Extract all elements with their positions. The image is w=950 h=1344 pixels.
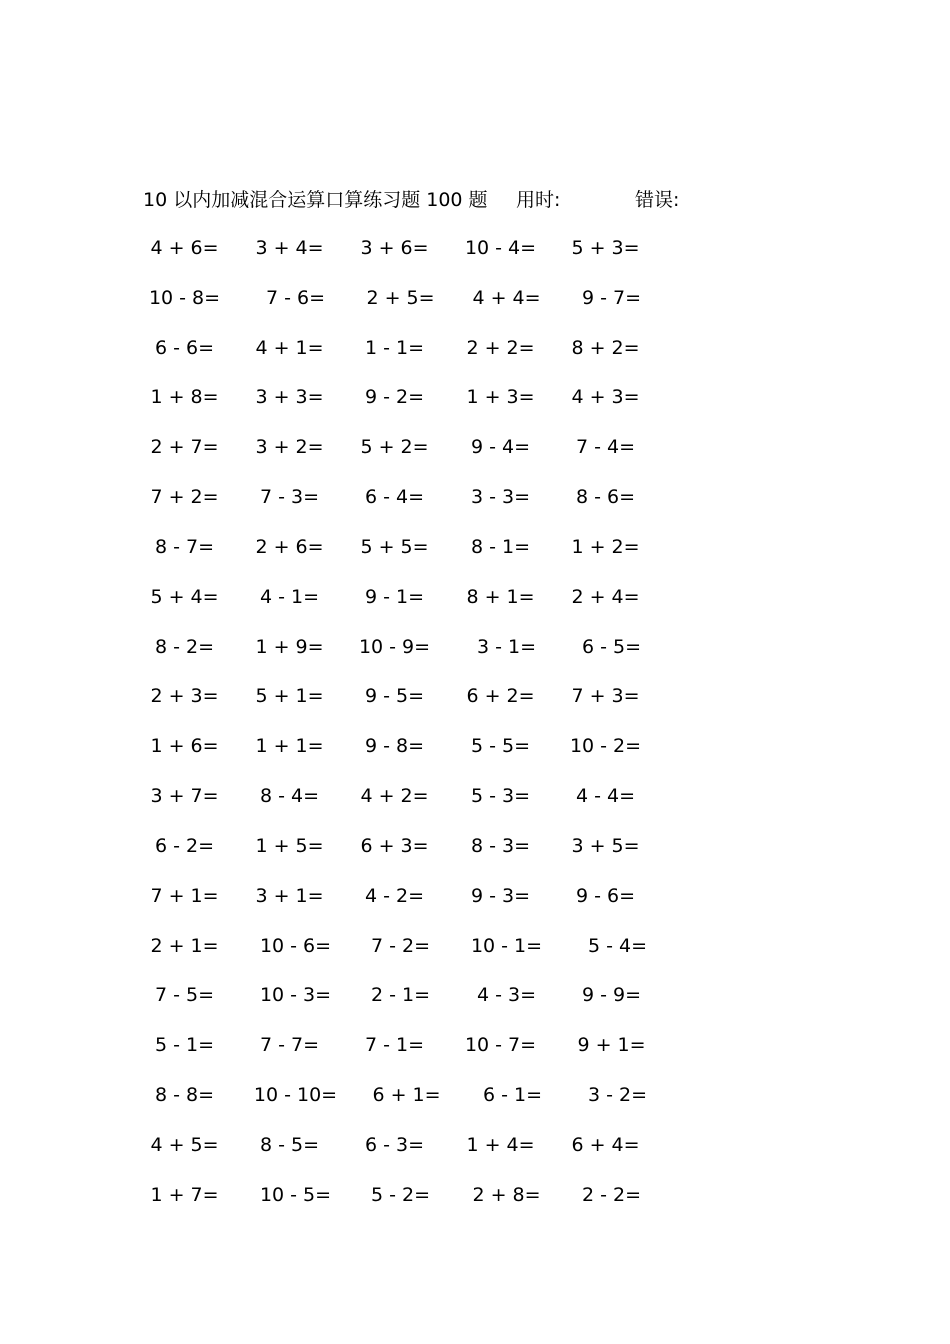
problem-item: 5 - 3=	[470, 785, 531, 808]
problem-item: 2 + 5=	[366, 286, 435, 309]
problem-item: 4 - 4=	[575, 785, 636, 808]
problem-item: 2 + 3=	[150, 685, 219, 708]
problem-row	[0, 482, 950, 532]
problem-item: 3 + 1=	[255, 884, 324, 907]
problem-item: 2 + 8=	[472, 1183, 541, 1206]
problem-item: 6 - 2=	[154, 834, 215, 857]
time-label: 用时:	[516, 189, 561, 211]
problem-item: 4 + 3=	[571, 386, 640, 409]
problem-row	[0, 831, 950, 881]
problem-item: 5 - 1=	[154, 1034, 215, 1057]
problem-item: 1 + 5=	[255, 834, 324, 857]
problem-row	[0, 1130, 950, 1180]
problem-row	[0, 1030, 950, 1080]
problem-item: 3 + 7=	[150, 785, 219, 808]
problem-row	[0, 233, 950, 283]
problem-item: 3 - 2=	[587, 1084, 648, 1107]
problem-item: 8 - 3=	[470, 834, 531, 857]
problem-item: 9 - 8=	[364, 735, 425, 758]
problem-item: 10 - 8=	[148, 286, 221, 309]
problem-item: 5 + 4=	[150, 585, 219, 608]
problem-item: 8 + 1=	[466, 585, 535, 608]
problem-row	[0, 931, 950, 981]
problem-item: 10 - 6=	[259, 934, 332, 957]
problem-item: 4 + 5=	[150, 1133, 219, 1156]
problem-item: 3 - 1=	[476, 635, 537, 658]
problem-item: 6 - 4=	[364, 486, 425, 509]
problem-item: 3 + 5=	[571, 834, 640, 857]
problem-item: 5 - 2=	[370, 1183, 431, 1206]
problem-item: 10 - 4=	[464, 237, 537, 259]
problem-item: 5 - 4=	[587, 934, 648, 957]
problem-item: 7 - 4=	[575, 436, 636, 459]
problem-item: 2 + 2=	[466, 336, 535, 359]
problem-item: 7 - 6=	[265, 286, 326, 309]
problem-item: 5 - 5=	[470, 735, 531, 758]
problem-row	[0, 781, 950, 831]
problem-item: 10 - 1=	[470, 934, 543, 957]
problem-item: 1 + 4=	[466, 1133, 535, 1156]
problem-item: 9 - 2=	[364, 386, 425, 409]
problem-item: 1 + 9=	[255, 635, 324, 658]
problem-item: 7 - 2=	[370, 934, 431, 957]
problem-item: 8 - 1=	[470, 535, 531, 558]
problem-item: 6 - 3=	[364, 1133, 425, 1156]
problem-item: 2 + 7=	[150, 436, 219, 459]
problem-item: 3 + 2=	[255, 436, 324, 459]
problem-item: 1 + 1=	[255, 735, 324, 758]
problem-item: 3 + 6=	[360, 237, 429, 259]
problem-item: 1 + 2=	[571, 535, 640, 558]
problem-item: 5 + 3=	[571, 237, 640, 259]
problem-row	[0, 980, 950, 1030]
problem-row	[0, 582, 950, 632]
problem-item: 10 - 10=	[253, 1084, 338, 1107]
problem-item: 10 - 7=	[464, 1034, 537, 1057]
problem-item: 4 - 1=	[259, 585, 320, 608]
problem-item: 7 - 1=	[364, 1034, 425, 1057]
problem-row	[0, 333, 950, 383]
problem-item: 1 - 1=	[364, 336, 425, 359]
problem-item: 6 + 2=	[466, 685, 535, 708]
problem-item: 6 + 4=	[571, 1133, 640, 1156]
problem-item: 8 - 8=	[154, 1084, 215, 1107]
problem-item: 10 - 2=	[569, 735, 642, 758]
problem-item: 4 + 1=	[255, 336, 324, 359]
problem-item: 8 - 4=	[259, 785, 320, 808]
problem-row	[0, 681, 950, 731]
problem-row	[0, 881, 950, 931]
problem-item: 7 - 5=	[154, 984, 215, 1007]
problem-item: 8 - 5=	[259, 1133, 320, 1156]
problem-item: 10 - 5=	[259, 1183, 332, 1206]
problem-item: 4 - 3=	[476, 984, 537, 1007]
problem-item: 7 - 7=	[259, 1034, 320, 1057]
problem-item: 6 - 6=	[154, 336, 215, 359]
problem-item: 2 + 4=	[571, 585, 640, 608]
problem-item: 4 + 4=	[472, 286, 541, 309]
problem-item: 3 - 3=	[470, 486, 531, 509]
problem-item: 1 + 6=	[150, 735, 219, 758]
problem-item: 4 - 2=	[364, 884, 425, 907]
problem-item: 5 + 1=	[255, 685, 324, 708]
problem-item: 8 + 2=	[571, 336, 640, 359]
problem-item: 6 + 1=	[372, 1084, 441, 1107]
problem-item: 9 - 6=	[575, 884, 636, 907]
problem-item: 5 + 2=	[360, 436, 429, 459]
problem-item: 2 - 2=	[581, 1183, 642, 1206]
problem-row	[0, 1180, 950, 1230]
problem-row	[0, 532, 950, 582]
problem-item: 9 - 3=	[470, 884, 531, 907]
problem-item: 4 + 6=	[150, 237, 219, 259]
problem-item: 7 - 3=	[259, 486, 320, 509]
problem-item: 9 + 1=	[577, 1034, 646, 1057]
problem-item: 2 - 1=	[370, 984, 431, 1007]
problem-item: 6 - 5=	[581, 635, 642, 658]
problem-row	[0, 432, 950, 482]
problem-grid	[0, 233, 950, 1230]
problem-row	[0, 731, 950, 781]
problem-row	[0, 283, 950, 333]
problem-item: 7 + 2=	[150, 486, 219, 509]
problem-item: 10 - 9=	[358, 635, 431, 658]
problem-item: 6 + 3=	[360, 834, 429, 857]
problem-item: 2 + 1=	[150, 934, 219, 957]
problem-item: 9 - 7=	[581, 286, 642, 309]
problem-row	[0, 1080, 950, 1130]
problem-item: 9 - 1=	[364, 585, 425, 608]
problem-item: 5 + 5=	[360, 535, 429, 558]
problem-item: 7 + 1=	[150, 884, 219, 907]
problem-item: 6 - 1=	[482, 1084, 543, 1107]
problem-item: 3 + 3=	[255, 386, 324, 409]
problem-item: 8 - 7=	[154, 535, 215, 558]
errors-label: 错误:	[635, 189, 680, 211]
problem-item: 4 + 2=	[360, 785, 429, 808]
problem-item: 10 - 3=	[259, 984, 332, 1007]
problem-item: 2 + 6=	[255, 535, 324, 558]
problem-row	[0, 632, 950, 682]
problem-item: 7 + 3=	[571, 685, 640, 708]
problem-item: 9 - 4=	[470, 436, 531, 459]
worksheet-title: 10 以内加减混合运算口算练习题 100 题	[143, 189, 488, 211]
problem-item: 9 - 5=	[364, 685, 425, 708]
problem-row	[0, 382, 950, 432]
problem-item: 9 - 9=	[581, 984, 642, 1007]
problem-item: 8 - 2=	[154, 635, 215, 658]
problem-item: 1 + 8=	[150, 386, 219, 409]
problem-item: 1 + 3=	[466, 386, 535, 409]
problem-item: 3 + 4=	[255, 237, 324, 259]
problem-item: 8 - 6=	[575, 486, 636, 509]
problem-item: 1 + 7=	[150, 1183, 219, 1206]
